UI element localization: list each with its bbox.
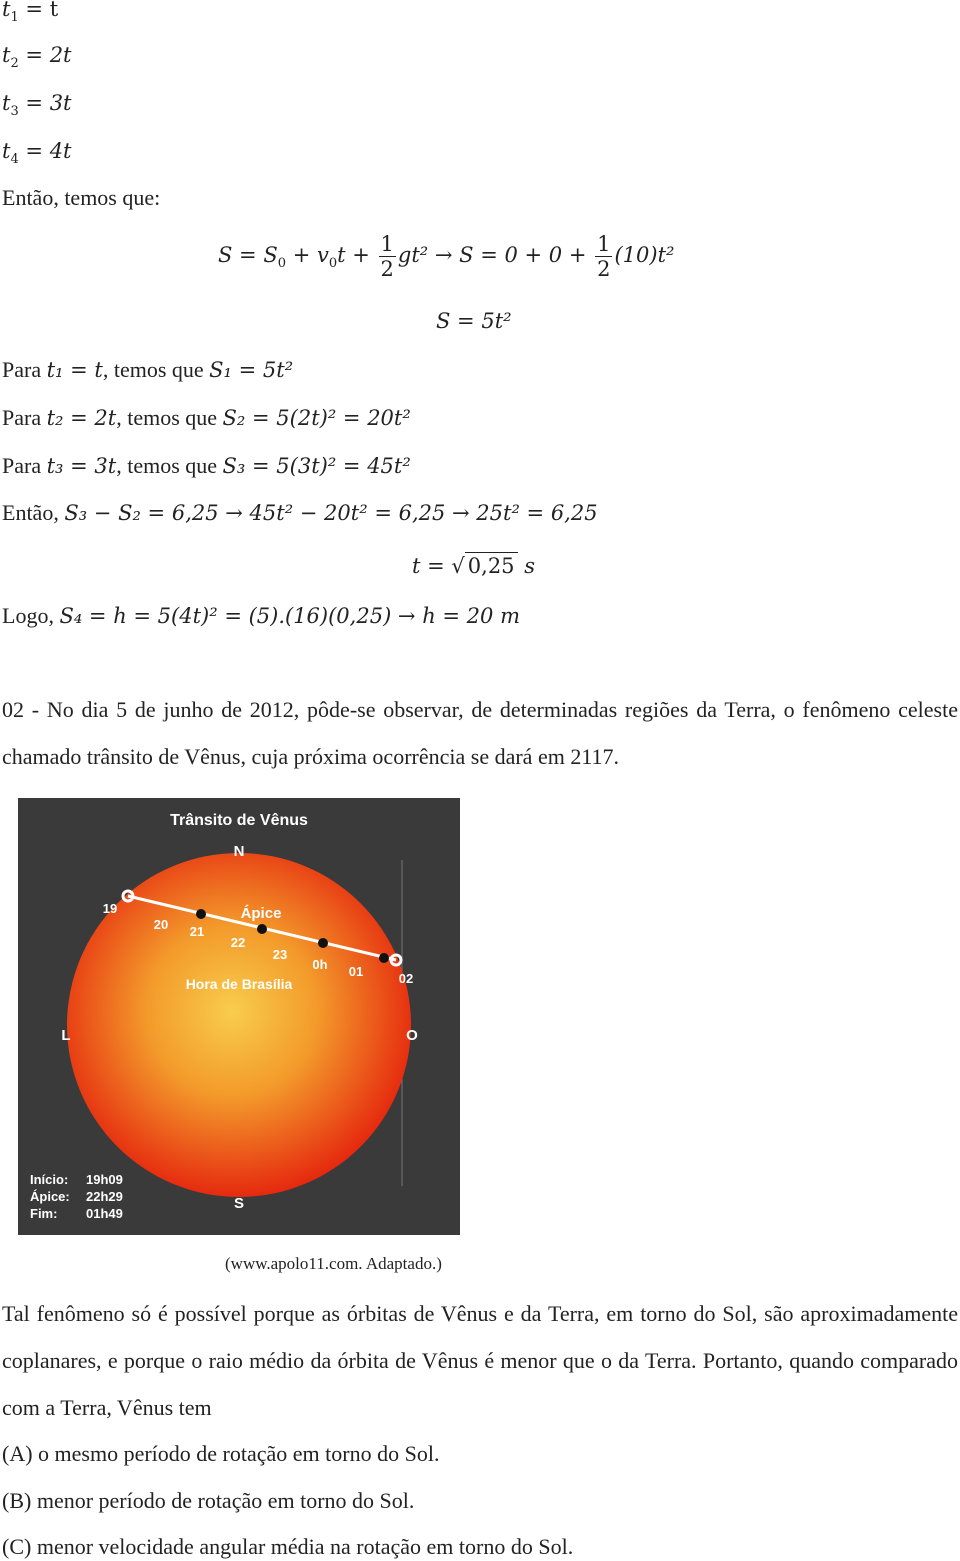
hour-label: 01 [348,964,364,979]
question-body: Tal fenômeno só é possível porque as órbitas de Vênus e da Terra, em torno do Sol, são aproximadamente coplanares, e porque o raio médio da órbita de Vênus é menor que o da Terra. Portanto, quando comparado com a Terra, Vênus tem [2,1301,958,1420]
hour-label: 0h [312,957,328,972]
sun-disk [67,853,414,1197]
hour-label: 02 [398,971,414,986]
transit-dot [318,938,328,948]
option-b: (B) menor período de rotação em torno do Sol. [2,1488,415,1513]
figure-source: (www.apolo11.com. Adaptado.) [225,1254,442,1273]
hour-label: 21 [189,924,205,939]
option-c: (C) menor velocidade angular média na rotação em torno do Sol. [2,1534,574,1559]
compass-west: O [406,1027,418,1044]
line-entao-s3-s2: Então, S₃ − S₂ = 6,25 → 45t² − 20t² = 6,25 → 25t² = 6,25 [2,500,598,525]
entao-text: Então, temos que: [2,185,161,210]
compass-north: N [233,843,245,860]
compass-east: L [61,1027,71,1044]
question-intro: 02 - No dia 5 de junho de 2012, pôde-se observar, de determinadas regiões da Terra, o fenômeno celeste chamado trânsito de Vênus, cuja próxima ocorrência se dará em 2117. [2,697,958,769]
timezone-label: Hora de Brasília [185,976,293,992]
eq-t3: $t_3 = 3t$ [2,91,72,120]
transit-dot [379,953,389,963]
info-label-end: Fim: [30,1206,58,1221]
line-para-t3: Para t₃ = 3t, temos que S₃ = 5(3t)² = 45t² [2,453,411,478]
info-value-apex: 22h29 [86,1189,123,1204]
fraction-half: $\frac{1}{2}$ [380,232,394,281]
hour-label: 22 [230,935,246,950]
eq-t2: $t_2 = 2t$ [2,43,72,72]
eq-s-5t2: S = 5t² [436,309,512,333]
info-value-start: 19h09 [86,1172,123,1187]
hour-label: 19 [102,901,118,916]
hour-label: 23 [272,947,288,962]
hour-label: 20 [153,917,169,932]
eq-t4: $t_4 = 4t$ [2,139,72,168]
eq-t-sqrt: t = √ 0,25 s [412,554,536,578]
compass-south: S [233,1195,245,1212]
info-value-end: 01h49 [86,1206,123,1221]
transit-dot [257,924,267,934]
fraction-half-2: $\frac{1}{2}$ [597,232,611,281]
figure-title: Trânsito de Vênus [170,812,308,829]
apex-label: Ápice [240,905,282,922]
line-logo: Logo, S₄ = h = 5(4t)² = (5).(16)(0,25) → h = 20 m [2,603,520,628]
line-para-t2: Para t₂ = 2t, temos que S₂ = 5(2t)² = 20t² [2,405,411,430]
eq-t1: $t_1 = t$ [2,0,59,26]
transit-dot [196,909,206,919]
info-label-start: Início: [30,1172,69,1187]
eq-kinematics: $S = S_0 + v_0t$ + $\frac{1}{2}$ gt² → S = 0 + 0 + $\frac{1}{2}$ (10)t² [218,232,675,281]
line-para-t1: Para t₁ = t, temos que S₁ = 5t² [2,357,294,382]
venus-transit-figure [18,798,460,1235]
info-label-apex: Ápice: [30,1189,70,1204]
option-a: (A) o mesmo período de rotação em torno do Sol. [2,1441,440,1466]
